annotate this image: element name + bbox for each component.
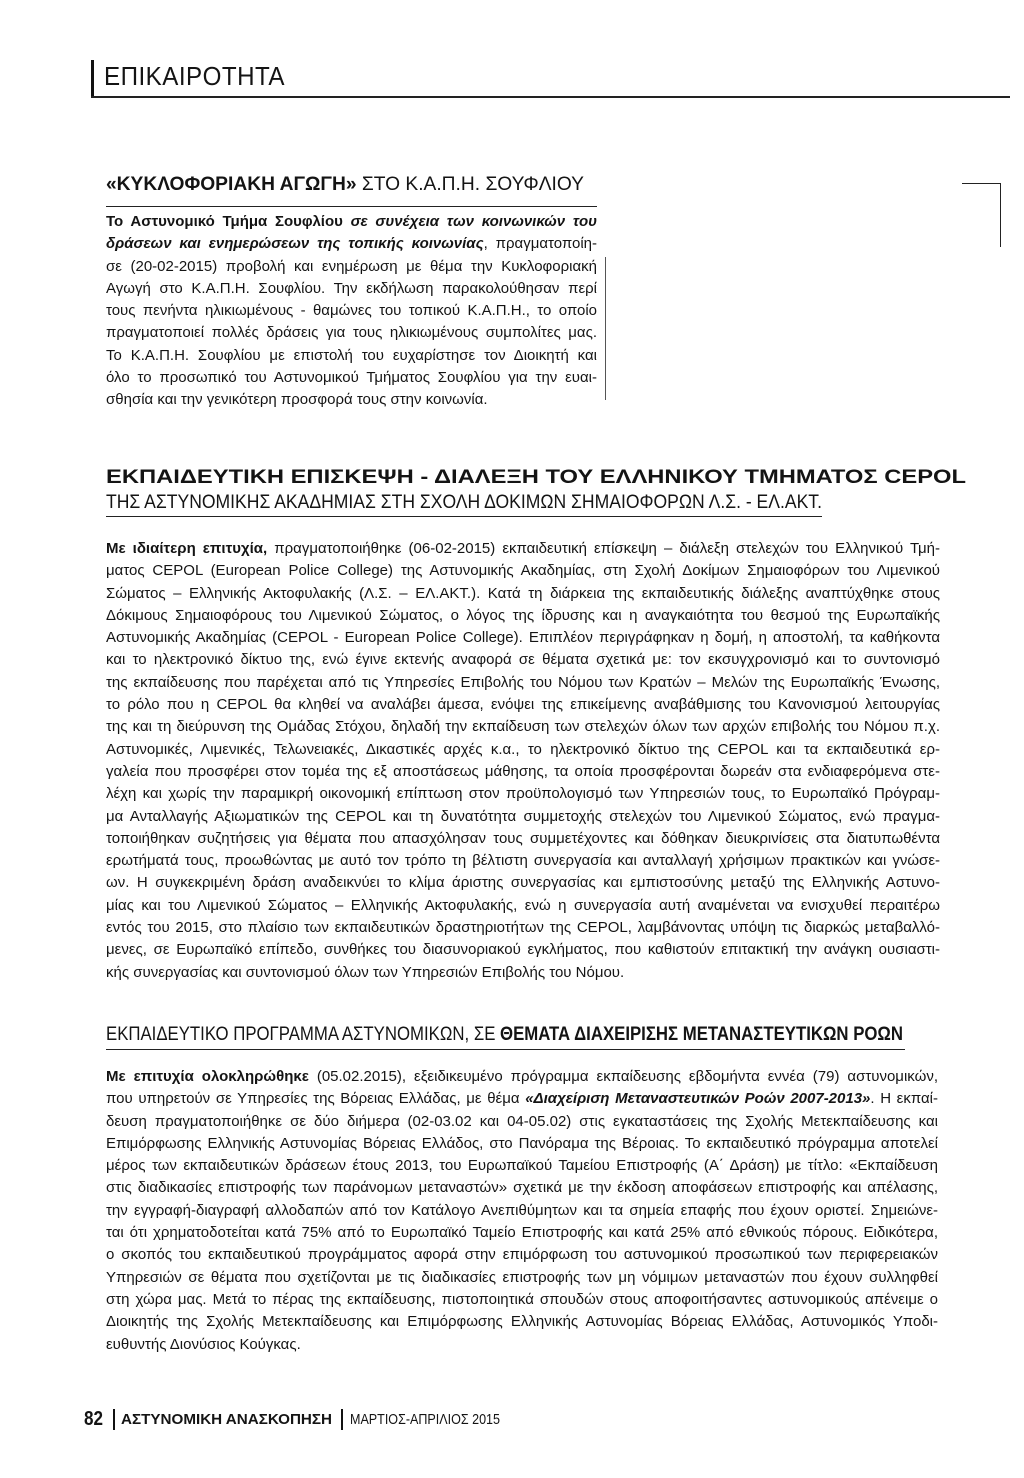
text-line-content [106,672,940,694]
footer-separator [113,1409,115,1430]
title-rule [106,516,822,517]
text-line [106,1311,938,1333]
text-line-content [106,1267,938,1289]
text-segment: της εκπαίδευσης που παρέχεται από τις Υπηρεσίες Επιβολής του Νόμου των Κρατών – Μελών της Ευρωπαϊκής Ένωσης, [106,673,940,691]
article-title [106,467,966,489]
text-segment: ΣΤΟ Κ.Α.Π.Η. ΣΟΥΦΛΙΟΥ [356,174,584,195]
text-line [106,716,940,738]
text-line-content [106,694,940,716]
article-title [106,174,584,196]
text-line-content [106,1111,938,1133]
text-segment: στις διαδικασίες επιστροφής των παράνομων μεταναστών» σχετικά με την έκδοση αποφάσεων επιστροφής και απέλασης, [106,1179,938,1197]
issue-date: ΜΑΡΤΙΟΣ-ΑΠΡΙΛΙΟΣ 2015 [350,1411,500,1428]
text-line [106,1222,938,1244]
text-segment: ων. Η συγκεκριμένη δράση αναδεικνύει το κλίμα άριστης συνεργασίας και εμπιστοσύνης μεταξύ της Ελληνικής Αστυνο- [106,874,940,892]
text-line-content [106,761,940,783]
text-line [106,345,597,367]
text-line [106,278,597,300]
text-segment: μίας και του Λιμενικού Σώματος – Ελληνικής Ακτοφυλακής, ενώ η συνεργασία αυτή αναμένεται να ενισχυθεί περαιτέρω [106,896,940,914]
text-line [106,211,597,233]
text-segment: κής συνεργασίας και συντονισμού όλων των Υπηρεσιών Επιβολής του Νόμου. [106,963,625,981]
text-line-content [106,850,940,872]
text-segment: . Η εκπαί- [870,1090,938,1108]
text-line-content [106,256,597,278]
text-segment: «Διαχείριση Μεταναστευτικών Ροών 2007-2013» [525,1090,871,1108]
text-line [106,917,940,939]
text-line [106,256,597,278]
text-segment: την εγγραφή-διαγραφή αλλοδαπών από τον Κατάλογο Ανεπιθύμητων και τα σημεία επαφής που έχουν οριστεί. Σημειώνε- [106,1201,938,1219]
text-segment: δράσεων και ενημερώσεων της τοπικής κοινωνίας [106,235,484,253]
text-line [106,939,940,961]
text-segment: ματος CEPOL (European Police College) της Αστυνομικής Ακαδημίας, στη Σχολή Δοκίμων Σημαιοφόρων του Λιμενικού [106,562,940,580]
text-line-content [106,211,597,233]
article-title-text [106,174,584,196]
text-line-content [106,1334,301,1356]
text-segment: Σώματος – Ελληνικής Ακτοφυλακής (Λ.Σ. – ΕΛ.ΑΚΤ.). Κατά τη διάρκεια της εκπαιδευτικής διάλεξης αναπτύχθηκε στους [106,584,940,602]
text-line-content [106,806,940,828]
text-line [106,739,940,761]
text-segment: μενες, σε Ευρωπαϊκό επίπεδο, συνθήκες του διασυνοριακού εγκλήματος, που καθιστούν επιτακτική την ανάγκη ουσιαστι- [106,941,940,959]
text-line [106,1133,938,1155]
text-line [106,605,940,627]
article-body [106,211,597,412]
text-line-content [106,583,940,605]
text-segment: Υπηρεσιών σε θέματα που σχετίζονται με τις διαδικασίες επιστροφής των μη νόμιμων μεταναστών που έχουν συλληφθεί [106,1268,938,1286]
text-line [106,1155,938,1177]
text-line-content [106,939,940,961]
text-line-content [106,345,597,367]
text-line-content [106,1289,938,1311]
page-number: 82 [84,1408,103,1430]
article-body [106,538,940,984]
text-line [106,627,940,649]
text-line [106,1200,938,1222]
text-line-content [106,783,940,805]
text-line-content [106,605,940,627]
text-segment: ΘΕΜΑΤΑ ΔΙΑΧΕΙΡΙΣΗΣ ΜΕΤΑΝΑΣΤΕΥΤΙΚΩΝ ΡΟΩΝ [500,1024,903,1045]
text-line-content [106,739,940,761]
text-line-content [106,917,940,939]
text-line [106,322,597,344]
text-line [106,783,940,805]
text-segment: ευθυντής Διονύσιος Κούγκας. [106,1335,301,1353]
text-segment: Το Κ.Α.Π.Η. Σουφλίου με επιστολή του ευχαρίστησε τον Διοικητή και [106,346,597,364]
text-line-content [106,1088,938,1110]
text-line [106,1088,938,1110]
text-line [106,1267,938,1289]
text-line [106,389,597,411]
text-segment: Αγωγή στο Κ.Α.Π.Η. Σουφλίου. Την εκδήλωση παρακολούθησαν περί [106,279,597,297]
text-line [106,806,940,828]
text-line-content [106,649,940,671]
text-line [106,560,940,582]
text-line [106,233,597,255]
text-line-content [106,278,597,300]
text-segment: Το Αστυνομικό Τμήμα Σουφλίου [106,213,351,230]
text-line-content [106,322,597,344]
text-line [106,1334,938,1356]
text-line-content [106,233,597,255]
text-segment: πραγματοποιεί πολλές δράσεις για τους ηλικιωμένους συμπολίτες μας. [106,324,597,342]
text-line [106,761,940,783]
text-line-content [106,300,597,322]
text-line [106,1066,938,1088]
text-segment: στη χώρα μας. Μετά το πέρας της εκπαίδευσης, πιστοποιητικά σπουδών στους αποφοιτήσαντες αστυνομικούς απένειμε ο [106,1290,938,1308]
text-segment: , πραγματοποίη- [483,235,597,253]
title-rule [106,1049,905,1050]
text-line-content [106,560,940,582]
text-segment: γαλεία που προσφέρει στον τομέα της εξ αποστάσεως μάθησης, τα οποία προσφέρονται δωρεάν στα ενδιαφερόμενα στε- [106,762,940,780]
text-segment: της και τη διεύρυνση της Ομάδας Στόχου, δηλαδή την εκπαίδευση των στελεχών όλων των αρχών επιβολής του Νόμου π.χ. [106,718,940,736]
text-segment: και το ηλεκτρονικό δίκτυο της, ενώ έγινε εκτενής αναφορά σε θέματα σχετικά με: τον εκσυγχρονισμό και το συντονισμό [106,651,940,669]
text-segment: Διοικητής της Σχολής Μετεκπαίδευσης και Επιμόρφωσης Ελληνικής Αστυνομίας Βόρειας Ελλάδας, Αστυνομικός Υποδι- [106,1313,938,1331]
text-line-content [106,1311,938,1333]
text-segment: σε συνέχεια των κοινωνικών του [350,213,598,230]
text-segment: Αστυνομικής Ακαδημίας (CEPOL - European Police College). Επιπλέον περιγράφηκαν η δομή, η αποστολή, τα καθήκοντα [106,629,940,647]
text-segment: (05.02.2015), εξειδικευμένο πρόγραμμα εκπαίδευσης εβδομήντα εννέα (79) αστυνομικών, [308,1068,938,1085]
text-line [106,872,940,894]
text-segment: ερωτήματά τους, προωθώντας με αυτό τον τρόπο τη βέλτιστη συνεργασία και ανταλλαγή χρήσιμων πρακτικών και γνώσε- [106,852,940,870]
text-line [106,962,940,984]
text-line-content [106,828,940,850]
text-segment: δευση πραγματοποιήθηκε σε δύο διήμερα (02-03.02 και 04-05.02) στις εγκαταστάσεις της Σχολής Μετεκπαίδευσης και [106,1112,938,1130]
text-line [106,850,940,872]
text-segment: πραγματοποιήθηκε (06-02-2015) εκπαιδευτική επίσκεψη – διάλεξη στελεχών του Ελληνικού Τμή- [267,540,940,557]
text-segment: τοποιήθηκαν συζητήσεις για θέματα που απασχόλησαν τους συμμετέχοντες και δόθηκαν διευκρινίσεις στα διατυπωθέντα [106,829,940,847]
text-segment: Αστυνομικές, Λιμενικές, Τελωνειακές, Δικαστικές αρχές κ.α., το ηλεκτρονικό δίκτυο της CEPOL και τα εκπαιδευτικά ερ- [106,740,940,758]
text-line-content [106,1222,938,1244]
article-body [106,1066,938,1356]
text-segment: τους πενήντα ηλικιωμένους - θαμώνες του τοπικού Κ.Α.Π.Η., το οποίο [106,302,597,320]
text-segment: μα Ανταλλαγής Αξιωματικών της CEPOL και τη δυνατότητα συμμετοχής στελεχών του Λιμενικού Σώματος, ενώ πραγμα- [106,807,940,825]
text-line [106,694,940,716]
text-segment: ο σκοπός του εκπαιδευτικού προγράμματος αφορά στην επιμόρφωση του αστυνομικού προσωπικού των περιφερειακών [106,1246,938,1264]
text-segment: Επιμόρφωσης Ελληνικής Αστυνομίας Βόρειας Ελλάδος, στο Πανόραμα της Βέροιας. Το εκπαιδευτικό πρόγραμμα αποτελεί [106,1134,938,1152]
text-line-content [106,716,940,738]
text-segment: σε (20-02-2015) προβολή και ενημέρωση με θέμα την Κυκλοφοριακή [106,257,597,275]
article-title-line: ΕΚΠΑΙΔΕΥΤΙΚΗ ΕΠΙΣΚΕΨΗ - ΔΙΑΛΕΞΗ ΤΟΥ ΕΛΛΗΝΙΚΟΥ ΤΜΗΜΑΤΟΣ CEPOL [106,467,966,488]
text-line-content [106,389,488,411]
text-line [106,828,940,850]
text-line [106,649,940,671]
article-title [106,1024,1009,1046]
text-segment: Με ιδιαίτερη επιτυχία, [106,540,268,557]
text-line-content [106,538,940,560]
text-line-content [106,1177,938,1199]
column-divider [605,257,606,400]
text-line [106,1244,938,1266]
text-line-content [106,1155,938,1177]
text-line [106,1111,938,1133]
text-segment: όλο το προσωπικό του Αστυνομικού Τμήματος Σουφλίου για την ευαι- [106,369,597,387]
text-line-content [106,367,597,389]
text-line [106,583,940,605]
text-line-content [106,872,940,894]
text-line [106,538,940,560]
text-segment: Δόκιμους Σημαιοφόρους του Λιμενικού Σώματος, ο λόγος της ίδρυσης και η αναγκαιότητα του θεσμού της Ευρωπαϊκής [106,606,940,624]
text-line-content [106,627,940,649]
section-label: ΕΠΙΚΑΙΡΟΤΗΤΑ [104,61,285,91]
title-rule [106,206,597,207]
text-segment: το ρόλο που η CEPOL θα κληθεί να αναλάβει άμεσα, ενόψει της επικείμενης αναβάθμισης του Κανονισμού λειτουργίας [106,696,940,714]
text-line [106,1289,938,1311]
text-segment: «ΚΥΚΛΟΦΟΡΙΑΚΗ ΑΓΩΓΗ» [106,174,357,195]
text-line-content [106,895,940,917]
text-segment: ΕΚΠΑΙΔΕΥΤΙΚΟ ΠΡΟΓΡΑΜΜΑ ΑΣΤΥΝΟΜΙΚΩΝ, ΣΕ [106,1024,501,1045]
article-title-text [106,1024,903,1046]
text-line [106,895,940,917]
frame-corner-horizontal [962,183,1001,184]
header-rule [91,96,1010,98]
text-line-content [106,1133,938,1155]
text-line [106,672,940,694]
text-line [106,1177,938,1199]
text-line-content [106,962,624,984]
text-line-content [106,1066,938,1088]
text-segment: που υπηρετούν σε Υπηρεσίες της Βόρειας Ελλάδας, με θέμα [106,1090,526,1108]
text-segment: Με επιτυχία ολοκληρώθηκε [106,1068,309,1085]
footer-separator [341,1409,343,1430]
article-subtitle-line: ΤΗΣ ΑΣΤΥΝΟΜΙΚΗΣ ΑΚΑΔΗΜΙΑΣ ΣΤΗ ΣΧΟΛΗ ΔΟΚΙΜΩΝ ΣΗΜΑΙΟΦΟΡΩΝ Λ.Σ. - ΕΛ.ΑΚΤ. [106,492,822,513]
text-segment: σθησία και την γενικότερη προσφορά τους στην κοινωνία. [106,391,488,409]
section-marker-bar [91,60,94,97]
text-segment: λέχη και χωρίς την παραμικρή οικονομική επίπτωση στον προϋπολογισμό των Υπηρεσιών τους, το Ευρωπαϊκό Πρόγραμ- [106,785,940,803]
frame-corner-vertical [1000,183,1001,247]
text-line [106,367,597,389]
text-segment: μέρος των εκπαιδευτικών δράσεων έτους 2013, του Ευρωπαϊκού Ταμείου Επιστροφής (Α΄ Δράση) με τίτλο: «Εκπαίδευση [106,1157,938,1175]
text-line-content [106,1244,938,1266]
text-line-content [106,1200,938,1222]
article-subtitle [106,492,881,514]
text-line [106,300,597,322]
publication-name: ΑΣΤΥΝΟΜΙΚΗ ΑΝΑΣΚΟΠΗΣΗ [121,1411,332,1428]
text-segment: ται ότι χρηματοδοτείται κατά 75% από το Ευρωπαϊκό Ταμείο Επιστροφής και κατά 25% από εθνικούς πόρους. Ειδικότερα, [106,1224,938,1242]
text-segment: εντός του 2015, στο πλαίσιο των εκπαιδευτικών δραστηριοτήτων της CEPOL, λαμβάνοντας υπόψη τις διαρκώς μεταβαλλό- [106,919,940,937]
